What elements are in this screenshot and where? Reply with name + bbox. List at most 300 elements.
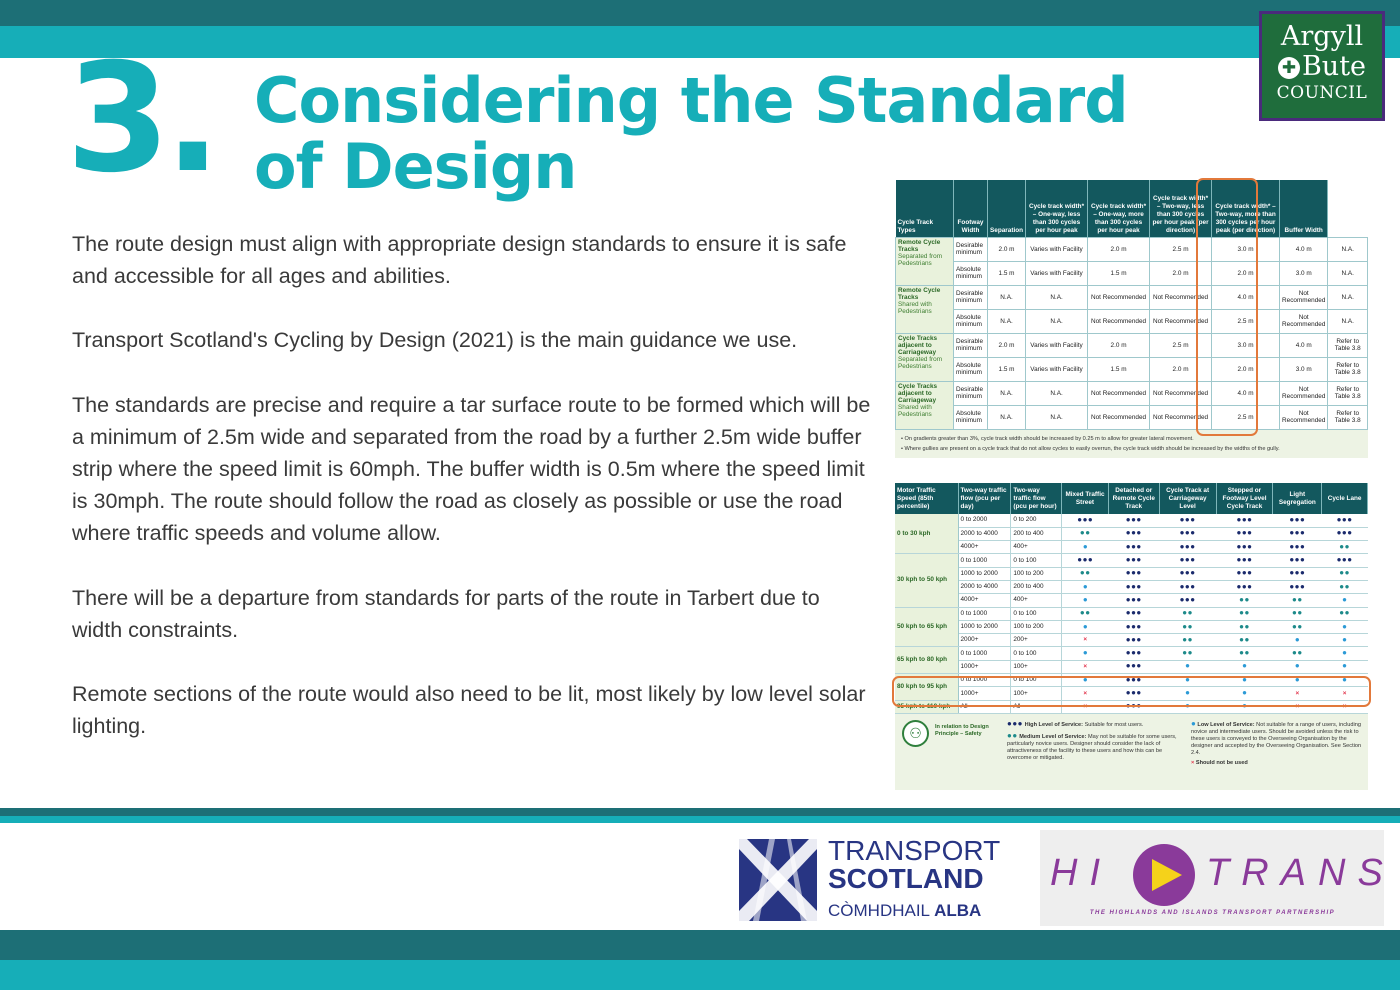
medium-service-icon: ●● (1291, 594, 1303, 604)
legend-low-title: Low Level of Service: (1197, 721, 1255, 728)
table-cell: Not Recommended (1280, 309, 1328, 333)
body-text (72, 228, 872, 774)
hitrans-arrow-icon (1152, 859, 1182, 891)
high-service-icon: ●●● (1125, 688, 1142, 697)
low-service-icon: ● (1082, 674, 1088, 684)
bottom-band-light (0, 960, 1400, 990)
low-service-icon: ● (1242, 688, 1247, 697)
medium-service-icon: ●● (1239, 608, 1250, 618)
service-level-cell (1273, 607, 1322, 620)
table-cell: Not Recommended (1280, 381, 1328, 405)
low-service-icon: ● (1185, 701, 1191, 711)
table-cell: Desirable minimum (954, 381, 988, 405)
table-row (895, 567, 1368, 580)
traffic-flow-cell: 1000 to 2000 (958, 620, 1011, 633)
speed-band: 95 kph to 110 kph (895, 700, 958, 713)
table-cell: 4.0 m (1280, 237, 1328, 261)
cycle-track-width-table (895, 180, 1368, 458)
medium-service-icon: ●● (1079, 568, 1091, 578)
table-header: Mixed Traffic Street (1062, 483, 1109, 514)
not-used-icon: × (1083, 702, 1088, 710)
table-cell: Not Recommended (1150, 309, 1212, 333)
traffic-flow-cell: All (958, 700, 1011, 713)
service-level-cell (1062, 594, 1109, 607)
table-cell: 1.5 m (988, 261, 1026, 285)
traffic-flow-cell: 0 to 100 (1011, 554, 1062, 567)
safety-icon: ⚇ (902, 720, 929, 747)
table-cell: 3.0 m (1212, 237, 1280, 261)
table-cell: 1.5 m (1088, 357, 1150, 381)
service-level-cell (1062, 514, 1109, 527)
high-service-icon: ●●● (1125, 528, 1142, 538)
table-cell: 2.5 m (1150, 237, 1212, 261)
table-header-row (896, 180, 1368, 237)
medium-service-icon: ●● (1291, 608, 1303, 618)
not-used-icon: × (1083, 636, 1088, 644)
service-level-cell (1216, 660, 1273, 673)
saltire-road-icon (739, 839, 817, 921)
table-cell: Refer to Table 3.8 (1328, 333, 1368, 357)
high-service-icon: ●●● (1179, 555, 1196, 565)
table-cell: N.A. (1328, 237, 1368, 261)
service-level-cell (1159, 660, 1216, 673)
service-level-cell (1273, 567, 1322, 580)
service-level-cell (1159, 567, 1216, 580)
service-level-cell (1322, 594, 1368, 607)
traffic-flow-cell: 0 to 200 (1011, 514, 1062, 527)
table-header: Cycle Lane (1322, 483, 1368, 514)
service-level-cell (1322, 567, 1368, 580)
scotland-text: SCOTLAND (828, 863, 984, 894)
table-header: Separation (988, 180, 1026, 237)
medium-service-icon: ●● (1239, 594, 1250, 604)
table-header: Buffer Width (1280, 180, 1328, 237)
service-level-cell (1322, 554, 1368, 567)
table-cell: 4.0 m (1280, 333, 1328, 357)
table-row (895, 634, 1368, 647)
cross-mark-icon: × (1191, 759, 1195, 766)
service-level-cell (1273, 527, 1322, 540)
service-level-cell (1322, 514, 1368, 527)
high-service-icon: ●●● (1125, 594, 1142, 604)
table-cell: Refer to Table 3.8 (1328, 381, 1368, 405)
service-level-cell (1216, 567, 1273, 580)
service-level-cell (1273, 580, 1322, 593)
legend-high-text: Suitable for most users. (1084, 721, 1144, 728)
table-header: Cycle Track at Carriageway Level (1159, 483, 1216, 514)
table-cell: 2.5 m (1150, 333, 1212, 357)
low-service-icon: ● (1294, 661, 1300, 671)
traffic-flow-cell: 1000+ (958, 660, 1011, 673)
transport-text: TRANSPORT (828, 835, 1001, 866)
service-level-cell (1216, 607, 1273, 620)
high-service-icon: ●●● (1179, 514, 1196, 524)
table-cell: Absolute minimum (954, 309, 988, 333)
table-cell: 2.0 m (1150, 261, 1212, 285)
paragraph: The standards are precise and require a tar surface route to be formed which will be a minimum of 2.5m wide and separated from the road by a further 2.5m wide buffer strip where the speed limit is 60mph. The buffer width is 0.5m where the speed limit is 30mph. The route should follow the road as closely as possible or use the road where traffic speeds and volume allow. (72, 392, 871, 546)
table-cell: N.A. (1328, 261, 1368, 285)
service-level-cell (1273, 660, 1322, 673)
traffic-flow-cell: 0 to 1000 (958, 554, 1011, 567)
table-header: Cycle Track Types (896, 180, 954, 237)
high-service-icon: ●●● (1289, 541, 1306, 551)
low-service-icon: ● (1342, 621, 1348, 631)
service-level-cell (1108, 567, 1159, 580)
table-row (896, 381, 1368, 405)
table-row (895, 527, 1368, 540)
medium-service-icon: ●● (1339, 568, 1350, 578)
high-service-icon: ●●● (1125, 661, 1142, 671)
traffic-flow-cell: 200 to 400 (1011, 527, 1062, 540)
service-level-cell (1108, 514, 1159, 527)
high-service-icon: ●●● (1077, 514, 1094, 524)
table-cell: Not Recommended (1150, 381, 1212, 405)
table-header: Motor Traffic Speed (85th percentile) (895, 483, 958, 514)
table-cell: N.A. (1026, 285, 1088, 309)
high-service-icon: ●●● (1125, 514, 1142, 524)
high-service-icon: ●●● (1289, 568, 1306, 578)
table-cell: Not Recommended (1088, 309, 1150, 333)
cycle-track-type: Cycle Tracks adjacent to Carriageway Shared with Pedestrians (896, 381, 954, 429)
table-cell: Varies with Facility (1026, 333, 1088, 357)
hitrans-logo (1040, 830, 1395, 926)
service-level-cell (1216, 580, 1273, 593)
not-used-icon: × (1342, 702, 1347, 710)
traffic-flow-cell: 1000 to 2000 (958, 567, 1011, 580)
low-service-icon: ● (1082, 648, 1088, 658)
table-row (895, 580, 1368, 593)
service-level-cell (1062, 554, 1109, 567)
level-of-service-table (895, 483, 1368, 790)
medium-dots-icon: ●● (1007, 730, 1018, 740)
service-level-cell (1159, 634, 1216, 647)
paragraph: Transport Scotland's Cycling by Design (2021) is the main guidance we use. (72, 328, 798, 353)
traffic-flow-cell: 200+ (1011, 634, 1062, 647)
service-level-cell (1062, 647, 1109, 660)
speed-band: 80 kph to 95 kph (895, 674, 958, 701)
low-service-icon: ● (1185, 661, 1191, 671)
hitrans-subtitle: THE HIGHLANDS AND ISLANDS TRANSPORT PARTNERSHIP (1089, 910, 1336, 916)
speed-band: 65 kph to 80 kph (895, 647, 958, 674)
table-legend (895, 714, 1368, 790)
medium-service-icon: ●● (1291, 648, 1303, 658)
highlight-box (1196, 178, 1258, 436)
medium-service-icon: ●● (1339, 541, 1350, 551)
gaelic-text: CÒMHDHAIL ALBA (828, 901, 982, 920)
table-cell: Absolute minimum (954, 357, 988, 381)
high-service-icon: ●●● (1289, 581, 1306, 591)
table-cell: Not Recommended (1088, 405, 1150, 429)
table-cell: Refer to Table 3.8 (1328, 405, 1368, 429)
traffic-flow-cell: 400+ (1011, 541, 1062, 554)
low-service-icon: ● (1342, 674, 1348, 684)
table-row (895, 647, 1368, 660)
high-service-icon: ●●● (1289, 555, 1306, 565)
high-service-icon: ●●● (1179, 528, 1196, 538)
medium-service-icon: ●● (1079, 608, 1091, 618)
service-level-cell (1322, 660, 1368, 673)
legend-high-title: High Level of Service: (1024, 721, 1084, 728)
service-level-cell (1322, 647, 1368, 660)
table-row (896, 405, 1368, 429)
table-header: Detached or Remote Cycle Track (1108, 483, 1159, 514)
low-service-icon: ● (1242, 661, 1247, 671)
table-row (896, 261, 1368, 285)
traffic-flow-cell: 0 to 1000 (958, 674, 1011, 687)
high-service-icon: ●●● (1125, 581, 1142, 591)
service-level-cell (1108, 541, 1159, 554)
table-header: Stepped or Footway Level Cycle Track (1216, 483, 1273, 514)
speed-band: 30 kph to 50 kph (895, 554, 958, 607)
service-level-cell (1108, 554, 1159, 567)
paragraph: The route design must align with appropriate design standards to ensure it is safe and accessible for all ages and abilities. (72, 232, 847, 289)
service-level-cell (1159, 594, 1216, 607)
title-line-2: of Design (254, 130, 577, 203)
high-service-icon: ●●● (1179, 594, 1196, 604)
medium-service-icon: ●● (1182, 634, 1193, 644)
table-header: Cycle track width* – One-way, more than 300 cycles per hour peak (1088, 180, 1150, 237)
table-cell: Desirable minimum (954, 333, 988, 357)
table-cell: 2.5 m (1212, 309, 1280, 333)
table-cell: Not Recommended (1150, 285, 1212, 309)
service-level-cell (1216, 634, 1273, 647)
table-cell: N.A. (1026, 381, 1088, 405)
high-service-icon: ●●● (1289, 514, 1306, 524)
service-level-cell (1062, 634, 1109, 647)
service-level-cell (1108, 607, 1159, 620)
hitrans-trans-text: TRANS (1206, 852, 1395, 894)
legend-relation: In relation to Design Principle – Safety (935, 723, 989, 737)
table-cell: Varies with Facility (1026, 237, 1088, 261)
service-level-cell (1273, 594, 1322, 607)
service-level-cell (1108, 594, 1159, 607)
table-cell: N.A. (988, 381, 1026, 405)
table-cell: 1.5 m (1088, 261, 1150, 285)
table-cell: N.A. (988, 285, 1026, 309)
table-cell: Absolute minimum (954, 405, 988, 429)
transport-scotland-logo (739, 837, 1019, 922)
table-header: Cycle track width* – Two-way, more than 300 cycles per hour peak (per direction) (1212, 180, 1280, 237)
service-level-cell (1216, 541, 1273, 554)
table-row (896, 357, 1368, 381)
service-level-cell (1159, 541, 1216, 554)
service-level-cell (1322, 541, 1368, 554)
high-service-icon: ●●● (1125, 621, 1142, 631)
not-used-icon: × (1083, 689, 1088, 697)
service-level-cell (1062, 607, 1109, 620)
speed-band: 0 to 30 kph (895, 514, 958, 554)
traffic-flow-cell: 0 to 100 (1011, 647, 1062, 660)
table-cell: Not Recommended (1088, 285, 1150, 309)
low-service-icon: ● (1342, 594, 1348, 604)
table-cell: 2.5 m (1212, 405, 1280, 429)
title-line-1: Considering the Standard (254, 64, 1128, 137)
service-level-cell (1216, 620, 1273, 633)
highlight-box (892, 676, 1371, 707)
high-service-icon: ●●● (1336, 528, 1353, 538)
low-service-icon: ● (1342, 661, 1348, 671)
service-level-cell (1159, 514, 1216, 527)
high-service-icon: ●●● (1125, 568, 1142, 578)
table-cell: 2.0 m (1088, 333, 1150, 357)
high-service-icon: ●●● (1236, 541, 1253, 551)
traffic-flow-cell: 100+ (1011, 687, 1062, 700)
table-cell: 2.0 m (1212, 357, 1280, 381)
legend-medium-title: Medium Level of Service: (1019, 733, 1087, 740)
table-cell: Desirable minimum (954, 285, 988, 309)
traffic-flow-cell: All (1011, 700, 1062, 713)
service-level-cell (1062, 580, 1109, 593)
paragraph: Remote sections of the route would also need to be lit, most likely by low level solar lighting. (72, 682, 866, 739)
low-service-icon: ● (1082, 581, 1088, 591)
high-service-icon: ●●● (1236, 581, 1253, 591)
council-logo-line2: ✚ Bute (1262, 52, 1382, 82)
traffic-flow-cell: 0 to 1000 (958, 607, 1011, 620)
low-service-icon: ● (1294, 634, 1300, 644)
traffic-flow-cell: 2000 to 4000 (958, 527, 1011, 540)
high-service-icon: ●●● (1236, 568, 1253, 578)
service-level-cell (1273, 541, 1322, 554)
medium-service-icon: ●● (1339, 581, 1350, 591)
table-row (896, 333, 1368, 357)
high-service-icon: ●●● (1236, 514, 1253, 524)
legend-low-x (1191, 720, 1366, 767)
service-level-cell (1159, 620, 1216, 633)
service-level-cell (1216, 527, 1273, 540)
table-header: Light Segregation (1273, 483, 1322, 514)
high-service-icon: ●●● (1289, 528, 1306, 538)
table-cell: Not Recommended (1150, 405, 1212, 429)
service-level-cell (1322, 634, 1368, 647)
service-level-cell (1273, 554, 1322, 567)
table-cell: 2.0 m (1212, 261, 1280, 285)
medium-service-icon: ●● (1291, 621, 1303, 631)
table-header-row (895, 483, 1368, 514)
service-level-cell (1159, 580, 1216, 593)
council-logo-line1: Argyll (1280, 21, 1364, 52)
table-cell: 1.5 m (988, 357, 1026, 381)
high-service-icon: ●●● (1077, 555, 1094, 565)
service-level-cell (1273, 647, 1322, 660)
table-note: • Where gullies are present on a cycle track that do not allow cycles to easily overrun, the cycle track width should be increased by the widths of the gully. (901, 445, 1280, 452)
medium-service-icon: ●● (1239, 634, 1250, 644)
low-service-icon: ● (1082, 541, 1088, 551)
table-header: Two-way traffic flow (pcu per day) (958, 483, 1011, 514)
service-level-cell (1273, 634, 1322, 647)
legend-low-text: Not suitable for a range of users, including novice and intermediate users. Should be avoided unless the risk to these users is conveyed to the Overseeing Organisation by the designer and accepted by the Overseeing Organisation. See Section 2.4. (1191, 721, 1362, 756)
low-service-icon: ● (1242, 701, 1247, 711)
table-row (896, 285, 1368, 309)
table-cell: N.A. (1026, 405, 1088, 429)
table-cell: 2.0 m (1088, 237, 1150, 261)
table-notes (895, 430, 1368, 458)
table-cell: Not Recommended (1088, 381, 1150, 405)
table-note: • On gradients greater than 3%, cycle track width should be increased by 0.25 m to allow for greater lateral movement. (901, 435, 1194, 442)
table-cell: 3.0 m (1280, 261, 1328, 285)
medium-service-icon: ●● (1239, 648, 1250, 658)
traffic-flow-cell: 0 to 100 (1011, 607, 1062, 620)
not-used-icon: × (1295, 702, 1300, 710)
service-level-cell (1108, 620, 1159, 633)
mid-band-dark (0, 808, 1400, 816)
high-service-icon: ●●● (1236, 555, 1253, 565)
paragraph: There will be a departure from standards for parts of the route in Tarbert due to width constraints. (72, 585, 820, 642)
not-used-icon: × (1342, 689, 1347, 697)
table-cell: N.A. (988, 309, 1026, 333)
table-cell: Not Recommended (1280, 285, 1328, 309)
high-service-icon: ●●● (1179, 568, 1196, 578)
service-level-cell (1062, 541, 1109, 554)
speed-band: 50 kph to 65 kph (895, 607, 958, 647)
table-header: Cycle track width* – Two-way, less than 300 cycles per hour peak (per direction) (1150, 180, 1212, 237)
service-level-cell (1159, 647, 1216, 660)
low-service-icon: ● (1082, 594, 1088, 604)
table-header: Two-way traffic flow (pcu per hour) (1011, 483, 1062, 514)
service-level-cell (1273, 514, 1322, 527)
table-cell: 3.0 m (1280, 357, 1328, 381)
service-level-cell (1322, 527, 1368, 540)
table-cell: 2.0 m (988, 333, 1026, 357)
cycle-track-type: Remote Cycle Tracks Separated from Pedestrians (896, 237, 954, 285)
section-number: 3. (66, 32, 216, 206)
table-row (895, 541, 1368, 554)
high-service-icon: ●●● (1125, 648, 1142, 658)
medium-service-icon: ●● (1182, 648, 1193, 658)
low-dot-icon: ● (1191, 718, 1196, 728)
traffic-flow-cell: 0 to 2000 (958, 514, 1011, 527)
high-service-icon: ●●● (1179, 581, 1196, 591)
service-level-cell (1216, 554, 1273, 567)
traffic-flow-cell: 0 to 1000 (958, 647, 1011, 660)
table-row (895, 660, 1368, 673)
high-service-icon: ●●● (1125, 634, 1142, 644)
medium-service-icon: ●● (1239, 621, 1250, 631)
high-service-icon: ●●● (1336, 555, 1353, 565)
low-service-icon: ● (1342, 648, 1348, 658)
table-header: Cycle track width* – One-way, less than 300 cycles per hour peak (1026, 180, 1088, 237)
traffic-flow-cell: 100+ (1011, 660, 1062, 673)
table-cell: N.A. (1328, 285, 1368, 309)
service-level-cell (1108, 647, 1159, 660)
high-service-icon: ●●● (1336, 514, 1353, 524)
medium-service-icon: ●● (1339, 608, 1350, 618)
traffic-flow-cell: 400+ (1011, 594, 1062, 607)
high-service-icon: ●●● (1125, 608, 1142, 618)
service-level-cell (1062, 660, 1109, 673)
mid-band-light (0, 816, 1400, 823)
service-level-cell (1108, 634, 1159, 647)
legend-high-medium (1007, 720, 1187, 762)
table-cell: Not Recommended (1280, 405, 1328, 429)
table-cell: Absolute minimum (954, 261, 988, 285)
traffic-flow-cell: 2000 to 4000 (958, 580, 1011, 593)
table-cell: N.A. (988, 405, 1026, 429)
high-dots-icon: ●●● (1007, 718, 1023, 728)
service-level-cell (1108, 580, 1159, 593)
table-row (896, 237, 1368, 261)
low-service-icon: ● (1185, 688, 1191, 697)
table-cell: Refer to Table 3.8 (1328, 357, 1368, 381)
legend-medium-text: May not be suitable for some users, particularly novice users. Designer should consider the lack of attractiveness of the facility to these users and how this can be overcome or mitigated. (1007, 733, 1177, 761)
traffic-flow-cell: 100 to 200 (1011, 620, 1062, 633)
traffic-flow-cell: 100 to 200 (1011, 567, 1062, 580)
cross-icon: ✚ (1278, 57, 1300, 79)
table-cell: N.A. (1026, 309, 1088, 333)
table-row (895, 594, 1368, 607)
cycle-track-type: Cycle Tracks adjacent to Carriageway Separated from Pedestrians (896, 333, 954, 381)
service-level-cell (1159, 527, 1216, 540)
service-level-cell (1273, 620, 1322, 633)
